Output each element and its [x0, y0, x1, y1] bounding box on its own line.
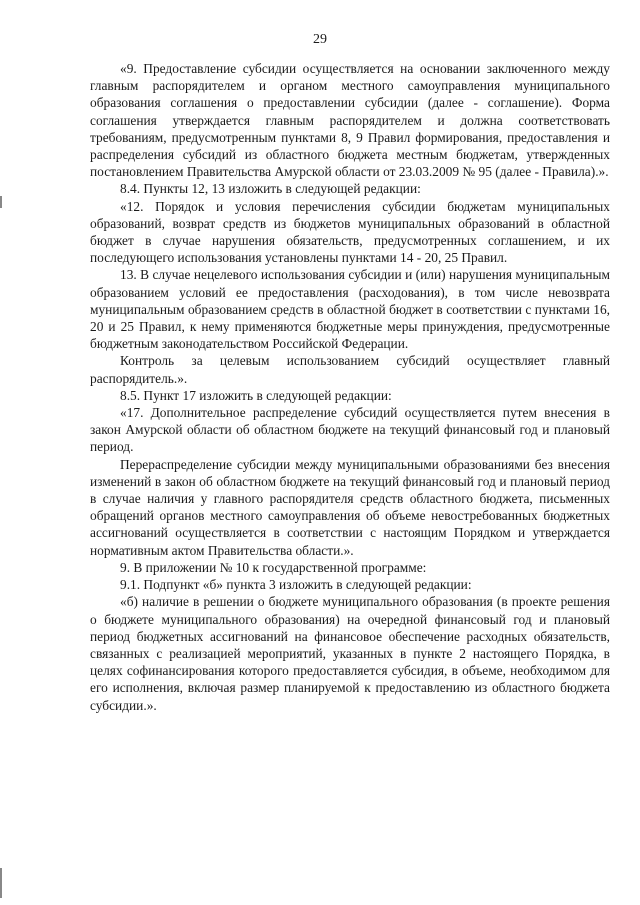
paragraph-clause-9: «9. Предоставление субсидии осуществляется на основании заключенного между главным распорядителем и органом местного самоуправления муниципального образования соглашения о предоставлении субсидии (далее - соглашение). Форма соглашения утверждается главным распорядителем и должна соответствовать требованиям, предусмотренным пунктами 8, 9 Правил формирования, предоставления и распределения субсидий из областного бюджета местным бюджетам, утвержденных постановлением Правительства Амурской области от 23.03.2009 № 95 (далее - Правила).».	[90, 61, 610, 180]
paragraph-8-4: 8.4. Пункты 12, 13 изложить в следующей редакции:	[120, 181, 421, 197]
scan-edge-mark	[0, 868, 2, 898]
paragraph-clause-13: 13. В случае нецелевого использования субсидии и (или) нарушения муниципальным образованием условий ее предоставления (расходования), в том числе невозврата муниципальным образованием средств в областной бюджет в соответствии с пунктами 16, 20 и 25 Правил, к нему применяются бюджетные меры принуждения, предусмотренные бюджетным законодательством Российской Федерации.	[90, 267, 610, 352]
paragraph-9: 9. В приложении № 10 к государственной программе:	[120, 559, 427, 575]
paragraph-redistribution: Перераспределение субсидии между муниципальными образованиями без внесения изменений в закон об областном бюджете на текущий финансовый год и плановый период в случае наличия у главного распорядителя средств областного бюджета, письменных обращений органов местного самоуправления об объеме невостребованных бюджетных ассигнований осуществляется в соответствии с настоящим Порядком и утверждается нормативным актом Правительства области.».	[90, 456, 610, 558]
paragraph-8-5: 8.5. Пункт 17 изложить в следующей редакции:	[120, 387, 392, 403]
paragraph-clause-12: «12. Порядок и условия перечисления субсидии бюджетам муниципальных образований, возврат средств из бюджетов муниципальных образований в областной бюджет в случае нарушения обязательств, предусмотренных соглашением, и их последующего использования установлены пунктами 14 - 20, 25 Правил.	[90, 198, 610, 266]
paragraph-control: Контроль за целевым использованием субсидий осуществляет главный распорядитель.».	[90, 353, 610, 386]
paragraph-subclause-b: «б) наличие в решении о бюджете муниципального образования (в проекте решения о бюджете муниципального образования) на очередной финансовый год и плановый период бюджетных ассигнований на финансовое обеспечение расходных обязательств, связанных с реализацией мероприятий, указанных в пункте 2 настоящего Порядка, в целях софинансирования которого предоставляется субсидия, в объеме, необходимом для его исполнения, включая размер планируемой к предоставлению из областного бюджета субсидии.».	[90, 594, 610, 713]
page-number: 29	[313, 32, 327, 47]
document-body	[90, 60, 610, 714]
paragraph-clause-17: «17. Дополнительное распределение субсидий осуществляется путем внесения в закон Амурской области об областном бюджете на текущий финансовый год и плановый период.	[90, 405, 610, 455]
scan-edge-mark	[0, 196, 2, 208]
paragraph-9-1: 9.1. Подпункт «б» пункта 3 изложить в следующей редакции:	[120, 577, 472, 593]
